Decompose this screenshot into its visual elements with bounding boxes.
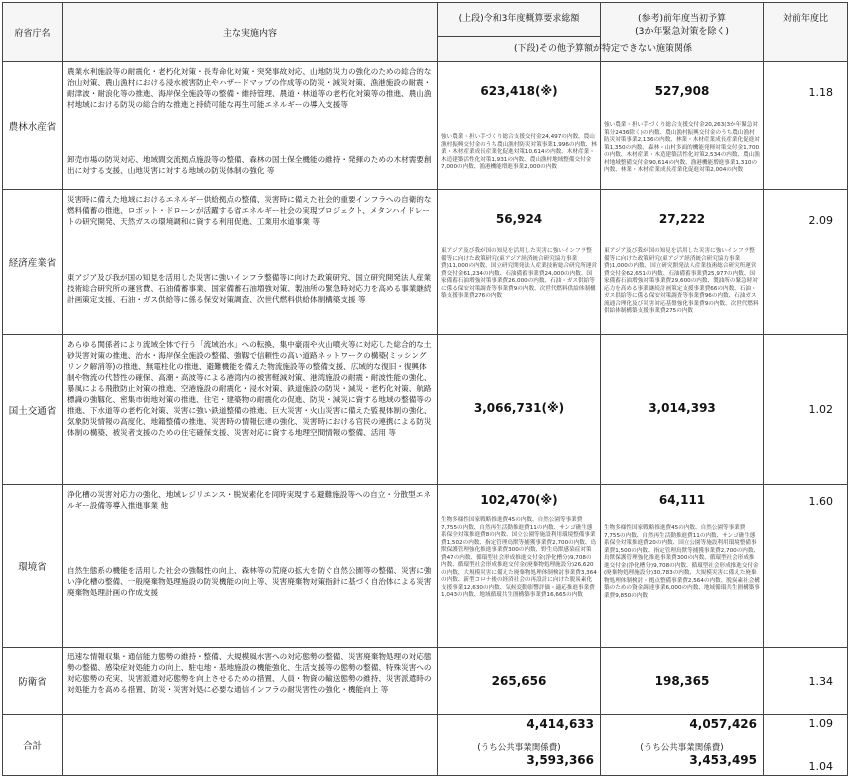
measures-top: 浄化槽の災害対応力の強化、地域レジリエンス・脱炭素化を同時実現する避難施設等への自立・分散型エネルギー設備等導入推進事業 他	[67, 490, 431, 510]
measures-bottom: 卸売市場の防災対応、地域間交流拠点施設等の整備、森林の国土保全機能の維持・発揮のための木材需要創出に対する支援、山地災害に対する地域の防災体制の強化 等	[67, 155, 432, 175]
row-maff	[3, 62, 848, 190]
total-ratio-top: 1.09	[808, 717, 833, 730]
request-amount: 265,656	[491, 674, 547, 688]
ministry-cell: 農林水産省	[3, 62, 63, 190]
row-mlit	[3, 335, 848, 485]
prior-amount: 198,365	[654, 674, 710, 688]
request-amount: 102,470(※)	[480, 493, 558, 507]
ratio-cell: 2.09	[764, 190, 848, 335]
prior-cell	[601, 648, 764, 715]
measures-top: 農業水利施設等の耐震化・老朽化対策・長寿命化対策・突発事故対応、山地防災力の強化のための総合的な治山対策、農山漁村における浸水被害防止やハザードマップの作成等の防災・減災対策、漁港施設の耐震・耐津波・耐浪化等の推進、海岸保全施設等の整備・維持管理、農道・林道等の老朽化対策等の推進、農山漁村地域における防災の総合的な推進と持続可能な再生可能エネルギーの導入支援等	[67, 67, 432, 109]
ministry-cell: 経済産業省	[3, 190, 63, 335]
ministry-cell: 防衛省	[3, 648, 63, 715]
ratio-cell: 1.60	[764, 485, 848, 648]
prior-amount: 64,111	[658, 493, 706, 507]
prior-note: 強い農業・担い手づくり総合支援交付金20,263(3か年緊急対策分2436除く)の内数、農山漁村振興交付金のうち農山漁村防災対策事業2,136の内数、林業・木材産業成長産業化促進対策1,350の内数、森林・山村多面的機能発揮対策交付金1,700の内数、木材産業・木造建築活性化対策2,534の内数、農山漁村地域整備交付金90,614の内数、漁港機能増進事業1,310の内数、林業・木材産業成長産業化促進対策2,004の内数	[604, 122, 760, 173]
request-amount: 623,418(※)	[480, 84, 558, 98]
total-label: 合計	[3, 715, 63, 776]
prior-amount: 3,014,393	[648, 401, 716, 415]
request-cell	[438, 648, 601, 715]
total-request-top: 4,414,633	[526, 717, 594, 731]
measures-top: 災害時に備えた地域におけるエネルギー供給拠点の整備、災害時に備えた社会的重要インフラへの自衛的な燃料備蓄の推進、ロボット・ドローンが活躍する省エネルギー社会の実現プロジェクト、メタンハイドレートの研究開発、天然ガスの環境調和に資する利用促進、工業用水道事業 等	[67, 195, 432, 226]
row-meti	[3, 190, 848, 335]
prior-note: 東アジア及び我が国の知見を活用した災害に強いインフラ整備等に向けた政策研究(東アジア経済統合研究協力事業費)1,000の内数、国立研究開発法人産業技術総合研究所運営費交付金62,651の内数、石油備蓄事業費25,977の内数、国家備蓄石油増強対策事業費29,600の内数、製油所の緊急時対応力を高める事業継続計画策定支援事業費66の内数、石油・ガス供給等に係る保安対策調査等事業費96の内数、石油ガス流通合理化及び災害対応基盤強化事業費9の内数、次世代燃料供給体制構築支援事業費275の内数	[604, 248, 759, 314]
measures-cell	[63, 335, 438, 485]
header-row	[3, 3, 848, 62]
request-note: 生物多様性国家戦略推進費45の内数、自然公園等事業費7,755の内数、自然再生活動推進費11の内数、サンゴ礁生態系保全対策推進費8の内数、国立公園等施設利用環境整備事業費1,502の内数、指定管理鳥獣等捕獲事業費2,700の内数、鳥獣保護管理強化推進事業費300の内数、野生鳥獣感染症対策費47の内数、循環型社会形成推進交付金(浄化槽分)9,708の内数、循環型社会形成推進交付金(廃棄物処理施設分)26,620の内数、大規模災害に備えた廃棄物処理体制検討事業費3,364の内数、新型コロナ後の経済社会の再設計に向けた脱炭素化支援事業12,630の内数、気候変動影響評価・適応推進事業費1,043の内数、地域循環共生圏構築事業費16,665の内数	[441, 517, 597, 598]
prior-amount: 527,908	[654, 84, 710, 98]
total-prior-cell	[601, 715, 764, 776]
header-prior-sub: (3か年緊急対策を除く)	[635, 27, 729, 37]
header-prior-top: (参考)前年度当初予算	[637, 14, 727, 24]
total-ratio-sub: 1.04	[808, 760, 833, 773]
measures-cell	[63, 190, 438, 335]
row-total	[3, 715, 848, 776]
ratio-cell: 1.18	[764, 62, 848, 190]
budget-table	[2, 2, 848, 776]
prior-cell	[601, 335, 764, 485]
total-prior-sub: 3,453,495	[689, 753, 757, 767]
prior-amount: 27,222	[658, 212, 706, 226]
row-mod	[3, 648, 848, 715]
total-prior-sub-label: (うち公共事業関係費)	[640, 743, 724, 753]
prior-note: 生物多様性国家戦略推進費45の内数、自然公園等事業費7,755の内数、自然再生活動推進費11の内数、サンゴ礁生態系保全対策推進費20の内数、国立公園等施設利用環境整備事業費1,500の内数、指定管理鳥獣等捕獲事業費2,700の内数、鳥獣保護管理強化推進事業費300の内数、循環型社会形成推進交付金(浄化槽分)9,708の内数、循環型社会形成推進交付金(廃棄物処理施設分)30,783の内数、大規模災害に備えた廃棄物処理体制検討・拠点整備事業費2,564の内数、脱炭素社会構築のための資金調達事業6,000の内数、地域循環共生圏構築事業費9,850の内数	[604, 525, 760, 599]
ministry-cell: 環境省	[3, 485, 63, 648]
measures-top: 迅速な情報収集・通信能力態勢の維持・整備、大規模風水害への対応態勢の整備、災害廃棄物処理の対応態勢の整備、感染症対処能力の向上、駐屯地・基地施設の機能強化、生活支援等の態勢の整備、特殊災害への対応態勢の充実、災害派遣対応態勢を向上させるための措置、人員・物資の輸送態勢の維持、災害派遣時の対処能力を高める措置、防災・災害対処に必要な通信インフラの耐災害性の強化・機能向上 等	[67, 652, 432, 694]
request-cell	[438, 335, 601, 485]
prior-cell	[601, 485, 764, 648]
ratio-cell: 1.34	[764, 648, 848, 715]
header-request-top: (上段)令和3年度概算要求総額	[438, 3, 600, 37]
total-request-cell	[438, 715, 601, 776]
request-cell	[438, 485, 601, 648]
ministry-cell: 国土交通省	[3, 335, 63, 485]
request-amount: 3,066,731(※)	[473, 401, 565, 415]
total-prior-top: 4,057,426	[689, 717, 757, 731]
header-ratio: 対前年度比	[764, 3, 848, 62]
request-note: 東アジア及び我が国の知見を活用した災害に強いインフラ整備等に向けた政策研究(東アジア経済統合研究協力事業費)11,000の内数、国立研究開発法人産業技術総合研究所運営費交付金61,234の内数、石油備蓄事業費24,000の内数、国家備蓄石油増強対策事業費26,000の内数、石油・ガス供給等に係る保安対策調査等事業費9の内数、次世代燃料供給体制構築支援事業費276の内数	[441, 248, 598, 299]
request-cell	[438, 62, 601, 190]
header-measures: 主な実施内容	[63, 3, 438, 62]
total-ratio-cell	[764, 715, 848, 776]
total-request-sub-label: (うち公共事業関係費)	[477, 743, 561, 753]
measures-cell	[63, 62, 438, 190]
request-amount: 56,924	[495, 212, 543, 226]
measures-bottom: 東アジア及び我が国の知見を活用した災害に強いインフラ整備等に向けた政策研究、国立研究開発法人産業技術総合研究所の運営費、石油備蓄事業、国家備蓄石油増強対策、製油所の緊急時対応力を高める事業継続計画策定支援、石油・ガス供給等に係る保安対策調査、次世代燃料供給体制構築支援 等	[67, 273, 432, 304]
prior-cell	[601, 62, 764, 190]
header-request-bottom: (下段)その他予算額が特定できない施策関係	[513, 44, 693, 54]
header-ministry: 府省庁名	[3, 3, 63, 62]
row-moe	[3, 485, 848, 648]
total-empty	[63, 715, 438, 776]
measures-top: あらゆる関係者により流域全体で行う「流域治水」への転換、集中豪雨や火山噴火等に対応した総合的な土砂災害対策の推進、治水・海岸保全施設の整備、強靱で信頼性の高い道路ネットワークの構築(ミッシングリンク解消等)の推進、無電柱化の推進、避難機能を備えた物流施設等の整備支援、広域的な復旧・復興体制や物流の代替性の確保、高潮・高波等による港湾内の被害軽減対策、港湾施設の耐震・耐波性能の強化、暴風による飛散防止対策の推進、空港施設の耐震化・浸水対策、鉄道施設の防災・減災・老朽化対策、航路標識の強靱化、密集市街地対策の推進、住宅・建築物の耐震化の促進、防災・減災に資する地域の整備等の推進、下水道等の老朽化対策、災害に強い鉄道整備の推進、巨大災害・火山災害に備えた監視体制の強化、気象防災情報の高度化、地籍整備の推進、災害時の情報伝達の強化、災害時における官民の連携による防災体制の構築、被災者支援のための住宅確保支援、災害対応に資する地理空間情報の整備、活用 等	[67, 340, 432, 437]
ratio-cell: 1.02	[764, 335, 848, 485]
total-request-sub: 3,593,366	[526, 753, 594, 767]
measures-cell	[63, 648, 438, 715]
request-note: 強い農業・担い手づくり総合支援交付金24,497の内数、農山漁村振興交付金のうち農山漁村防災対策事業1,996の内数、林業・木材産業成長産業化促進対策10,614の内数、木材産業・木造建築活性化対策1,931の内数、農山漁村地域整備交付金7,000の内数、漁港機能増進事業2,000の内数	[441, 134, 597, 170]
measures-bottom: 自然生態系の機能を活用した社会の強靱性の向上、森林等の荒廃の拡大を防ぐ自然公園等の整備、災害に強い浄化槽の整備、一般廃棄物処理施設の防災機能の向上等、災害廃棄物対策指針に基づく自治体による災害廃棄物処理計画の作成支援	[67, 566, 432, 597]
measures-cell	[63, 485, 438, 648]
prior-cell	[601, 190, 764, 335]
request-cell	[438, 190, 601, 335]
